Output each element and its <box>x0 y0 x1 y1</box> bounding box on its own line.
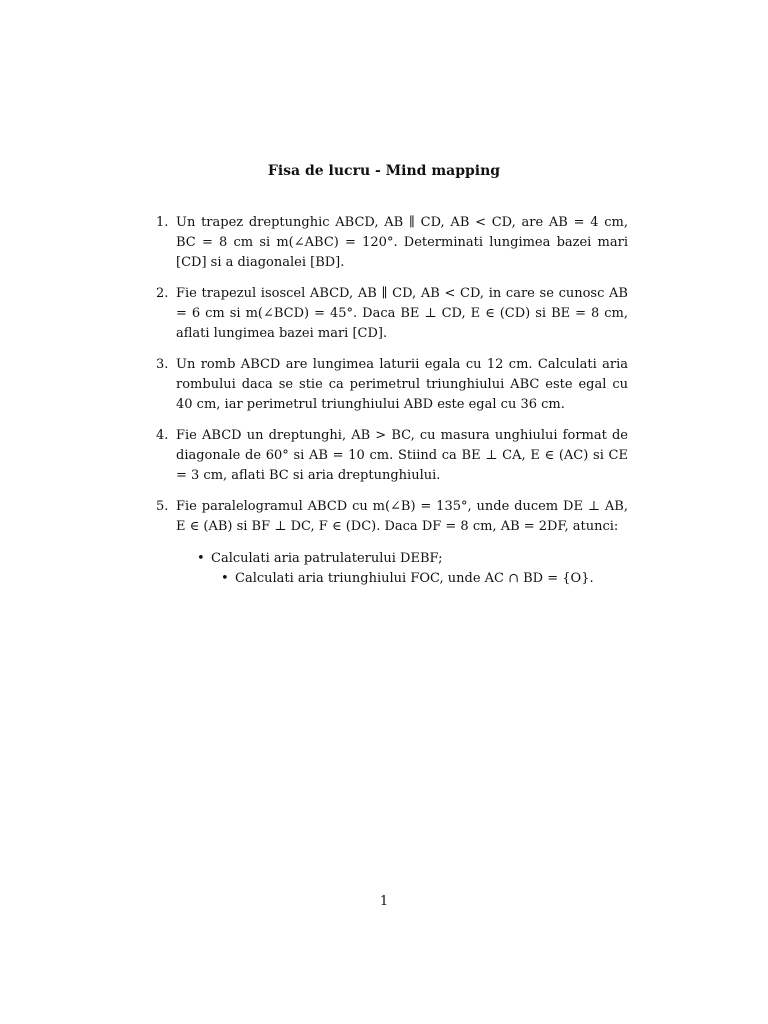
sub-question-text: Calculati aria triunghiului FOC, unde AC ∩ BD = {O}. <box>235 571 594 586</box>
problem-number: 2. <box>156 286 169 301</box>
bullet-icon: • <box>221 571 229 586</box>
problem-text: Un romb ABCD are lungimea laturii egala cu 12 cm. Calculati aria rombului daca se stie ca perimetrul triunghiului ABC este egal cu 40 cm, iar perimetrul triunghiului ABD este egal cu 36 cm. <box>176 357 628 412</box>
bullet-icon: • <box>197 551 205 566</box>
problem-text: Fie paralelogramul ABCD cu m(∠B) = 135°, unde ducem DE ⊥ AB, E ∈ (AB) si BF ⊥ DC, F ∈ (DC). Daca DF = 8 cm, AB = 2DF, atunci: <box>176 499 628 534</box>
problem-text: Fie trapezul isoscel ABCD, AB ∥ CD, AB < CD, in care se cunosc AB = 6 cm si m(∠BCD) = 45°. Daca BE ⊥ CD, E ∈ (CD) si BE = 8 cm, aflati lungimea bazei mari [CD]. <box>176 286 628 341</box>
problem-list <box>152 213 628 600</box>
problem-number: 4. <box>156 428 169 443</box>
problem-item <box>152 284 628 344</box>
problem-number: 1. <box>156 215 169 230</box>
problem-number: 3. <box>156 357 169 372</box>
sub-question <box>197 549 628 569</box>
sub-question <box>221 569 628 589</box>
problem-item <box>152 497 628 589</box>
page-title: Fisa de lucru - Mind mapping <box>267 163 501 179</box>
problem-text: Fie ABCD un dreptunghi, AB > BC, cu masura unghiului format de diagonale de 60° si AB = 10 cm. Stiind ca BE ⊥ CA, E ∈ (AC) si CE = 3 cm, aflati BC si aria dreptunghiului. <box>176 428 628 483</box>
page-number: 1 <box>379 894 389 909</box>
problem-item <box>152 355 628 415</box>
problem-text: Un trapez dreptunghic ABCD, AB ∥ CD, AB < CD, are AB = 4 cm, BC = 8 cm si m(∠ABC) = 120°. Determinati lungimea bazei mari [CD] si a diagonalei [BD]. <box>176 215 628 270</box>
problem-item <box>152 426 628 486</box>
problem-item <box>152 213 628 273</box>
sub-question-list <box>176 549 628 589</box>
sub-question-text: Calculati aria patrulaterului DEBF; <box>211 551 443 566</box>
problem-number: 5. <box>156 499 169 514</box>
